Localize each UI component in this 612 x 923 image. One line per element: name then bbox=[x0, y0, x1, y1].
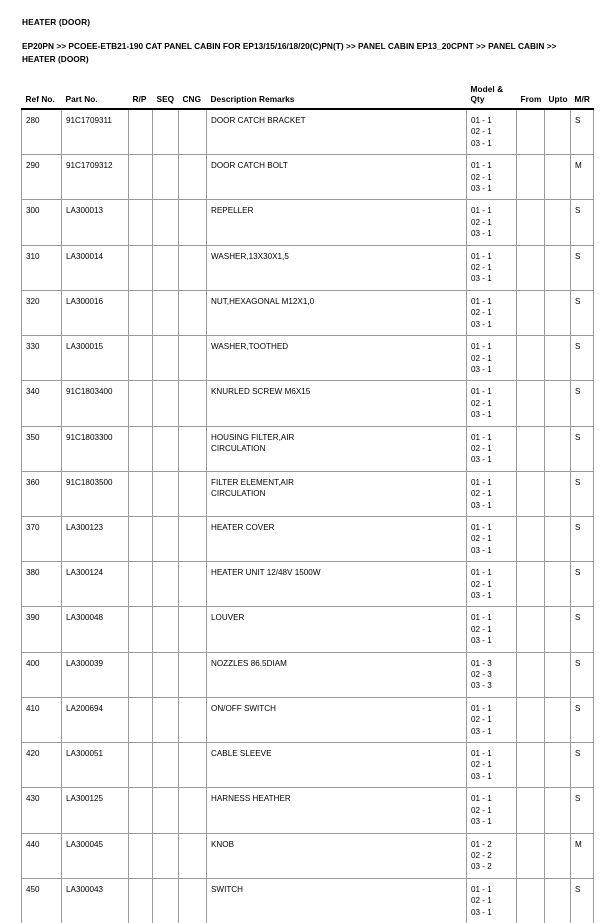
cell-rp bbox=[129, 336, 153, 381]
cell-description bbox=[207, 109, 467, 155]
cell-mr: S bbox=[571, 471, 594, 516]
cell-cng bbox=[179, 245, 207, 290]
model-qty-line: 02 - 1 bbox=[471, 534, 492, 544]
column-header-cng: CNG bbox=[182, 94, 202, 104]
cell-seq bbox=[153, 516, 179, 561]
cell-cng bbox=[179, 607, 207, 652]
cell-model-qty bbox=[467, 426, 517, 471]
cell-model-qty bbox=[467, 290, 517, 335]
table-row[interactable] bbox=[22, 562, 594, 607]
model-qty-line: 03 - 3 bbox=[471, 681, 492, 691]
cell-cng bbox=[179, 697, 207, 742]
cell-from bbox=[517, 200, 545, 245]
cell-from bbox=[517, 245, 545, 290]
column-header-rp: R/P bbox=[132, 94, 147, 104]
cell-ref-no: 450 bbox=[22, 878, 62, 923]
cell-description bbox=[207, 200, 467, 245]
cell-upto bbox=[545, 697, 571, 742]
model-qty-line: 03 - 1 bbox=[471, 455, 492, 465]
table-row[interactable] bbox=[22, 516, 594, 561]
cell-description bbox=[207, 245, 467, 290]
table-row[interactable] bbox=[22, 200, 594, 245]
model-qty-line: 02 - 2 bbox=[471, 850, 492, 860]
cell-seq bbox=[153, 833, 179, 878]
cell-model-qty bbox=[467, 652, 517, 697]
cell-mr: S bbox=[571, 878, 594, 923]
model-qty-line: 03 - 1 bbox=[471, 771, 492, 781]
cell-seq bbox=[153, 697, 179, 742]
cell-model-qty bbox=[467, 381, 517, 426]
cell-model-qty bbox=[467, 833, 517, 878]
description-line: KNURLED SCREW M6X15 bbox=[211, 387, 311, 397]
description-line: DOOR CATCH BRACKET bbox=[211, 116, 306, 125]
cell-ref-no: 430 bbox=[22, 788, 62, 833]
cell-ref-no: 440 bbox=[22, 833, 62, 878]
cell-rp bbox=[129, 607, 153, 652]
cell-part-no: 91C1803300 bbox=[62, 426, 129, 471]
cell-mr: S bbox=[571, 562, 594, 607]
cell-seq bbox=[153, 562, 179, 607]
cell-part-no: LA300016 bbox=[62, 290, 129, 335]
model-qty-line: 02 - 1 bbox=[471, 217, 492, 227]
column-header-from: From bbox=[520, 94, 542, 104]
description-line: NOZZLES 86.5DIAM bbox=[211, 658, 287, 668]
model-qty-line: 02 - 1 bbox=[471, 443, 492, 453]
cell-ref-no: 300 bbox=[22, 200, 62, 245]
column-header-model-qty: Model & Qty bbox=[470, 84, 504, 104]
cell-mr: S bbox=[571, 652, 594, 697]
cell-cng bbox=[179, 290, 207, 335]
breadcrumb: EP20PN >> PCOEE-ETB21-190 CAT PANEL CABIN FOR EP13/15/16/18/20(C)PN(T) >> PANEL CABIN EP13_20CPNT >> PANEL CABIN >> HEATER (DOOR) bbox=[22, 41, 557, 64]
cell-rp bbox=[129, 516, 153, 561]
table-row[interactable] bbox=[22, 743, 594, 788]
cell-description bbox=[207, 697, 467, 742]
cell-from bbox=[517, 516, 545, 561]
cell-ref-no: 350 bbox=[22, 426, 62, 471]
cell-rp bbox=[129, 290, 153, 335]
cell-mr: S bbox=[571, 245, 594, 290]
cell-model-qty bbox=[467, 562, 517, 607]
model-qty-line: 01 - 1 bbox=[471, 296, 492, 306]
cell-seq bbox=[153, 336, 179, 381]
model-qty-line: 01 - 1 bbox=[471, 387, 492, 397]
cell-upto bbox=[545, 336, 571, 381]
cell-seq bbox=[153, 245, 179, 290]
cell-upto bbox=[545, 562, 571, 607]
cell-description bbox=[207, 743, 467, 788]
cell-rp bbox=[129, 697, 153, 742]
description-line: WASHER,13X30X1,5 bbox=[211, 251, 289, 261]
cell-upto bbox=[545, 652, 571, 697]
cell-upto bbox=[545, 788, 571, 833]
model-qty-line: 01 - 1 bbox=[471, 703, 492, 713]
cell-part-no: LA200694 bbox=[62, 697, 129, 742]
cell-description bbox=[207, 788, 467, 833]
cell-mr: M bbox=[571, 155, 594, 200]
cell-part-no: LA300125 bbox=[62, 788, 129, 833]
cell-ref-no: 320 bbox=[22, 290, 62, 335]
model-qty-line: 03 - 1 bbox=[471, 319, 492, 329]
description-line: SWITCH bbox=[211, 884, 244, 894]
model-qty-line: 02 - 1 bbox=[471, 624, 492, 634]
cell-description bbox=[207, 426, 467, 471]
model-qty-line: 01 - 1 bbox=[471, 613, 492, 623]
cell-cng bbox=[179, 471, 207, 516]
cell-mr: S bbox=[571, 516, 594, 561]
cell-rp bbox=[129, 471, 153, 516]
cell-upto bbox=[545, 607, 571, 652]
model-qty-line: 02 - 1 bbox=[471, 896, 492, 906]
model-qty-line: 02 - 1 bbox=[471, 579, 492, 589]
table-header bbox=[22, 84, 594, 109]
cell-rp bbox=[129, 743, 153, 788]
cell-rp bbox=[129, 652, 153, 697]
table-row[interactable] bbox=[22, 833, 594, 878]
cell-part-no: LA300039 bbox=[62, 652, 129, 697]
cell-from bbox=[517, 562, 545, 607]
cell-upto bbox=[545, 200, 571, 245]
model-qty-line: 01 - 1 bbox=[471, 206, 492, 216]
cell-rp bbox=[129, 878, 153, 923]
cell-part-no: LA300048 bbox=[62, 607, 129, 652]
model-qty-line: 01 - 2 bbox=[471, 839, 492, 849]
table-row[interactable] bbox=[22, 245, 594, 290]
table-row[interactable] bbox=[22, 788, 594, 833]
cell-upto bbox=[545, 878, 571, 923]
table-row[interactable] bbox=[22, 697, 594, 742]
cell-cng bbox=[179, 381, 207, 426]
model-qty-line: 02 - 1 bbox=[471, 127, 492, 137]
cell-part-no: 91C1709312 bbox=[62, 155, 129, 200]
cell-from bbox=[517, 878, 545, 923]
cell-model-qty bbox=[467, 155, 517, 200]
cell-mr: S bbox=[571, 697, 594, 742]
model-qty-line: 03 - 1 bbox=[471, 726, 492, 736]
model-qty-line: 02 - 1 bbox=[471, 263, 492, 273]
model-qty-line: 02 - 1 bbox=[471, 308, 492, 318]
cell-model-qty bbox=[467, 788, 517, 833]
model-qty-line: 03 - 1 bbox=[471, 500, 492, 510]
cell-cng bbox=[179, 155, 207, 200]
cell-description bbox=[207, 381, 467, 426]
table-row[interactable] bbox=[22, 607, 594, 652]
description-line: ON/OFF SWITCH bbox=[211, 703, 277, 713]
cell-cng bbox=[179, 788, 207, 833]
cell-rp bbox=[129, 200, 153, 245]
cell-ref-no: 390 bbox=[22, 607, 62, 652]
parts-table-container bbox=[21, 84, 590, 923]
cell-mr: S bbox=[571, 336, 594, 381]
cell-description bbox=[207, 155, 467, 200]
cell-rp bbox=[129, 109, 153, 155]
cell-part-no: LA300013 bbox=[62, 200, 129, 245]
model-qty-line: 02 - 1 bbox=[471, 805, 492, 815]
model-qty-line: 01 - 1 bbox=[471, 432, 492, 442]
cell-model-qty bbox=[467, 743, 517, 788]
cell-part-no: LA300045 bbox=[62, 833, 129, 878]
cell-part-no: LA300043 bbox=[62, 878, 129, 923]
cell-seq bbox=[153, 381, 179, 426]
cell-upto bbox=[545, 381, 571, 426]
table-body bbox=[22, 109, 594, 923]
cell-from bbox=[517, 743, 545, 788]
cell-seq bbox=[153, 471, 179, 516]
cell-upto bbox=[545, 743, 571, 788]
cell-mr: S bbox=[571, 200, 594, 245]
cell-upto bbox=[545, 516, 571, 561]
cell-upto bbox=[545, 155, 571, 200]
cell-model-qty bbox=[467, 245, 517, 290]
cell-ref-no: 420 bbox=[22, 743, 62, 788]
cell-cng bbox=[179, 200, 207, 245]
model-qty-line: 02 - 1 bbox=[471, 760, 492, 770]
model-qty-line: 01 - 1 bbox=[471, 884, 492, 894]
cell-from bbox=[517, 652, 545, 697]
model-qty-line: 01 - 1 bbox=[471, 342, 492, 352]
column-header-part-no: Part No. bbox=[65, 94, 98, 104]
cell-part-no: LA300123 bbox=[62, 516, 129, 561]
model-qty-line: 02 - 1 bbox=[471, 172, 492, 182]
cell-seq bbox=[153, 788, 179, 833]
description-line: CIRCULATION bbox=[211, 489, 266, 499]
cell-mr: S bbox=[571, 607, 594, 652]
cell-from bbox=[517, 426, 545, 471]
model-qty-line: 03 - 1 bbox=[471, 184, 492, 194]
model-qty-line: 01 - 1 bbox=[471, 116, 492, 125]
parts-table bbox=[21, 84, 594, 923]
column-header-description: Description Remarks bbox=[210, 94, 295, 104]
description-line: DOOR CATCH BOLT bbox=[211, 161, 288, 171]
cell-seq bbox=[153, 109, 179, 155]
cell-description bbox=[207, 607, 467, 652]
cell-cng bbox=[179, 426, 207, 471]
cell-ref-no: 340 bbox=[22, 381, 62, 426]
description-line: KNOB bbox=[211, 839, 235, 849]
cell-from bbox=[517, 336, 545, 381]
model-qty-line: 01 - 1 bbox=[471, 794, 492, 804]
model-qty-line: 01 - 1 bbox=[471, 749, 492, 759]
model-qty-line: 03 - 1 bbox=[471, 229, 492, 239]
cell-ref-no: 310 bbox=[22, 245, 62, 290]
cell-rp bbox=[129, 833, 153, 878]
page-title: HEATER (DOOR) bbox=[22, 17, 91, 27]
cell-rp bbox=[129, 381, 153, 426]
table-row[interactable] bbox=[22, 381, 594, 426]
model-qty-line: 03 - 1 bbox=[471, 545, 492, 555]
cell-seq bbox=[153, 290, 179, 335]
cell-from bbox=[517, 788, 545, 833]
description-line: HEATER UNIT 12/48V 1500W bbox=[211, 568, 321, 578]
model-qty-line: 02 - 1 bbox=[471, 398, 492, 408]
cell-ref-no: 290 bbox=[22, 155, 62, 200]
model-qty-line: 03 - 1 bbox=[471, 907, 492, 917]
model-qty-line: 02 - 3 bbox=[471, 670, 492, 680]
cell-cng bbox=[179, 743, 207, 788]
model-qty-line: 01 - 1 bbox=[471, 522, 492, 532]
cell-description bbox=[207, 833, 467, 878]
column-header-seq: SEQ bbox=[156, 94, 175, 104]
cell-from bbox=[517, 697, 545, 742]
cell-model-qty bbox=[467, 516, 517, 561]
cell-description bbox=[207, 336, 467, 381]
cell-ref-no: 400 bbox=[22, 652, 62, 697]
cell-ref-no: 380 bbox=[22, 562, 62, 607]
cell-upto bbox=[545, 109, 571, 155]
cell-model-qty bbox=[467, 109, 517, 155]
cell-ref-no: 280 bbox=[22, 109, 62, 155]
cell-from bbox=[517, 290, 545, 335]
model-qty-line: 03 - 1 bbox=[471, 817, 492, 827]
model-qty-line: 02 - 1 bbox=[471, 353, 492, 363]
cell-description bbox=[207, 471, 467, 516]
cell-from bbox=[517, 607, 545, 652]
cell-from bbox=[517, 833, 545, 878]
cell-description bbox=[207, 290, 467, 335]
model-qty-line: 03 - 1 bbox=[471, 591, 492, 600]
cell-upto bbox=[545, 426, 571, 471]
model-qty-line: 03 - 1 bbox=[471, 410, 492, 420]
cell-model-qty bbox=[467, 697, 517, 742]
cell-seq bbox=[153, 652, 179, 697]
table-row[interactable] bbox=[22, 652, 594, 697]
cell-description bbox=[207, 652, 467, 697]
cell-ref-no: 370 bbox=[22, 516, 62, 561]
model-qty-line: 02 - 1 bbox=[471, 715, 492, 725]
cell-mr: S bbox=[571, 109, 594, 155]
description-line: HEATER COVER bbox=[211, 522, 275, 532]
table-row[interactable] bbox=[22, 878, 594, 923]
column-header-upto: Upto bbox=[548, 94, 568, 104]
model-qty-line: 01 - 1 bbox=[471, 477, 492, 487]
cell-cng bbox=[179, 516, 207, 561]
cell-part-no: LA300124 bbox=[62, 562, 129, 607]
cell-part-no: LA300051 bbox=[62, 743, 129, 788]
description-line: CIRCULATION bbox=[211, 443, 266, 453]
table-row[interactable] bbox=[22, 290, 594, 335]
cell-mr: M bbox=[571, 833, 594, 878]
cell-part-no: 91C1709311 bbox=[62, 109, 129, 155]
cell-seq bbox=[153, 155, 179, 200]
cell-rp bbox=[129, 245, 153, 290]
cell-part-no: 91C1803500 bbox=[62, 471, 129, 516]
cell-model-qty bbox=[467, 878, 517, 923]
cell-description bbox=[207, 878, 467, 923]
cell-cng bbox=[179, 562, 207, 607]
cell-seq bbox=[153, 200, 179, 245]
model-qty-line: 03 - 2 bbox=[471, 862, 492, 872]
model-qty-line: 01 - 1 bbox=[471, 568, 492, 578]
cell-part-no: 91C1803400 bbox=[62, 381, 129, 426]
cell-seq bbox=[153, 426, 179, 471]
cell-rp bbox=[129, 788, 153, 833]
cell-mr: S bbox=[571, 290, 594, 335]
table-row[interactable] bbox=[22, 155, 594, 200]
cell-mr: S bbox=[571, 426, 594, 471]
cell-mr: S bbox=[571, 743, 594, 788]
cell-from bbox=[517, 381, 545, 426]
description-line: HARNESS HEATHER bbox=[211, 794, 291, 804]
cell-upto bbox=[545, 290, 571, 335]
cell-model-qty bbox=[467, 336, 517, 381]
cell-seq bbox=[153, 607, 179, 652]
cell-from bbox=[517, 471, 545, 516]
model-qty-line: 03 - 1 bbox=[471, 274, 492, 284]
table-row[interactable] bbox=[22, 109, 594, 155]
column-header-ref-no: Ref No. bbox=[25, 94, 55, 104]
cell-ref-no: 410 bbox=[22, 697, 62, 742]
description-line: HOUSING FILTER,AIR bbox=[211, 432, 295, 442]
description-line: REPELLER bbox=[211, 206, 254, 216]
cell-mr: S bbox=[571, 381, 594, 426]
cell-model-qty bbox=[467, 607, 517, 652]
description-line: WASHER,TOOTHED bbox=[211, 342, 289, 352]
model-qty-line: 03 - 1 bbox=[471, 364, 492, 374]
cell-model-qty bbox=[467, 471, 517, 516]
cell-from bbox=[517, 109, 545, 155]
cell-cng bbox=[179, 878, 207, 923]
cell-ref-no: 330 bbox=[22, 336, 62, 381]
table-row[interactable] bbox=[22, 426, 594, 471]
description-line: LOUVER bbox=[211, 613, 245, 623]
table-row[interactable] bbox=[22, 471, 594, 516]
description-line: NUT,HEXAGONAL M12X1,0 bbox=[211, 296, 315, 306]
model-qty-line: 01 - 1 bbox=[471, 251, 492, 261]
description-line: FILTER ELEMENT,AIR bbox=[211, 477, 294, 487]
model-qty-line: 03 - 1 bbox=[471, 636, 492, 646]
cell-cng bbox=[179, 833, 207, 878]
cell-cng bbox=[179, 109, 207, 155]
model-qty-line: 01 - 1 bbox=[471, 161, 492, 171]
model-qty-line: 02 - 1 bbox=[471, 489, 492, 499]
cell-upto bbox=[545, 471, 571, 516]
cell-rp bbox=[129, 562, 153, 607]
cell-rp bbox=[129, 155, 153, 200]
model-qty-line: 01 - 3 bbox=[471, 658, 492, 668]
cell-from bbox=[517, 155, 545, 200]
cell-upto bbox=[545, 833, 571, 878]
cell-description bbox=[207, 516, 467, 561]
cell-rp bbox=[129, 426, 153, 471]
model-qty-line: 03 - 1 bbox=[471, 138, 492, 148]
column-header-mr: M/R bbox=[574, 94, 590, 104]
table-header-row bbox=[22, 84, 594, 109]
table-row[interactable] bbox=[22, 336, 594, 381]
cell-model-qty bbox=[467, 200, 517, 245]
cell-part-no: LA300015 bbox=[62, 336, 129, 381]
cell-mr: S bbox=[571, 788, 594, 833]
cell-seq bbox=[153, 743, 179, 788]
cell-upto bbox=[545, 245, 571, 290]
cell-cng bbox=[179, 652, 207, 697]
description-line: CABLE SLEEVE bbox=[211, 749, 272, 759]
cell-description bbox=[207, 562, 467, 607]
cell-seq bbox=[153, 878, 179, 923]
cell-cng bbox=[179, 336, 207, 381]
cell-part-no: LA300014 bbox=[62, 245, 129, 290]
cell-ref-no: 360 bbox=[22, 471, 62, 516]
